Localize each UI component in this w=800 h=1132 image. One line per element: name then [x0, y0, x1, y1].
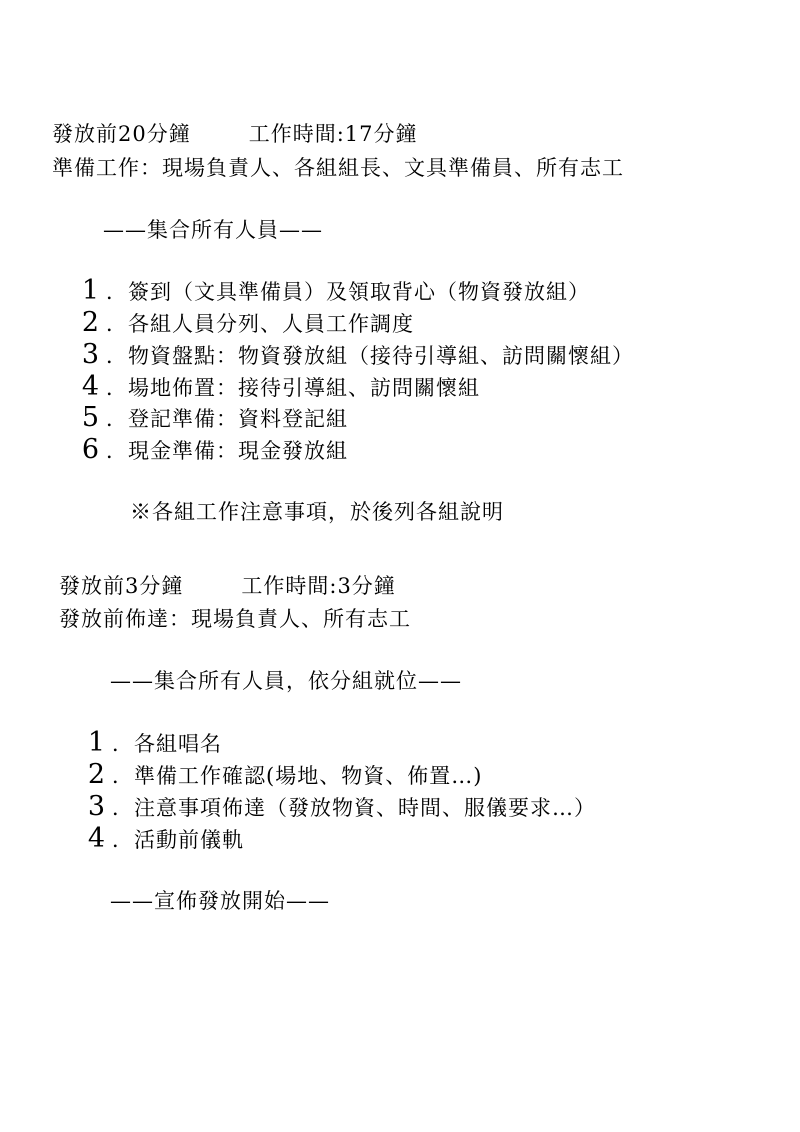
section1-list-item: 3 ．物資盤點：物資發放組（接待引導組、訪問關懷組）	[81, 339, 634, 370]
section2-header	[59, 572, 396, 600]
section1-list-item: 5 ．登記準備：資料登記組	[81, 402, 348, 433]
section2-brief: 發放前佈達：現場負責人、所有志工	[59, 607, 411, 631]
section1-header-right: 工作時間:17分鐘	[248, 122, 418, 146]
section1-list-item: 1 ．簽到（文具準備員）及領取背心（物資發放組）	[81, 275, 590, 306]
section1-assemble: ——集合所有人員——	[103, 218, 323, 242]
section1-list-item: 4 ．場地佈置：接待引導組、訪問關懷組	[81, 371, 480, 402]
section1-header	[52, 120, 418, 148]
section2-list-item: 1 ．各組唱名	[87, 727, 222, 758]
section2-header-right: 工作時間:3分鐘	[241, 574, 396, 598]
section2-closing: ——宣佈發放開始——	[110, 889, 330, 913]
section2-list-item: 3 ．注意事項佈達（發放物資、時間、服儀要求…）	[87, 791, 596, 822]
section2-assemble: ——集合所有人員，依分組就位——	[110, 669, 462, 693]
section1-prep: 準備工作：現場負責人、各組組長、文具準備員、所有志工	[52, 156, 624, 180]
section2-list-item: 4 ．活動前儀軌	[87, 823, 244, 854]
section1-note: ※各組工作注意事項，於後列各組說明	[130, 500, 504, 524]
section2-list-item: 2 ．準備工作確認(場地、物資、佈置…)	[87, 759, 483, 790]
section1-list-item: 2 ．各組人員分列、人員工作調度	[81, 307, 414, 338]
section1-list-item: 6 ．現金準備：現金發放組	[81, 434, 348, 465]
section1-header-left: 發放前20分鐘	[52, 122, 191, 146]
section2-header-left: 發放前3分鐘	[59, 574, 184, 598]
